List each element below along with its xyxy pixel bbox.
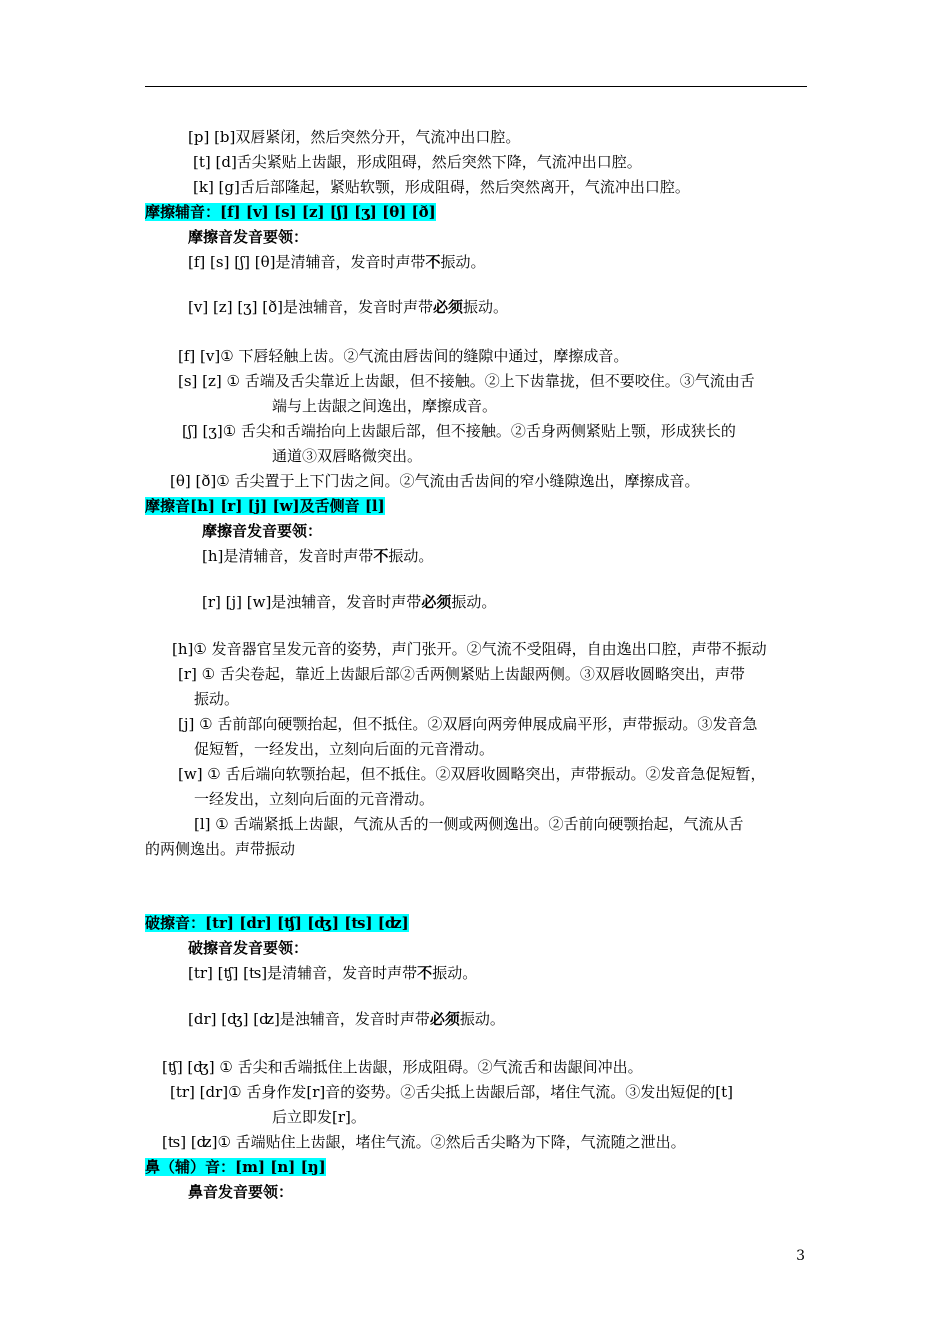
lateral-l-line1: [l] ① 舌端紧抵上齿龈，气流从舌的一侧或两侧逸出。②舌前向硬颚抬起，气流从舌 — [194, 815, 744, 833]
affricate-chj: [ʧ] [ʤ] ① 舌尖和舌端抵住上齿龈，形成阻碍。②气流舌和齿龈间冲出。 — [162, 1058, 643, 1076]
fricative2-j-line1: [j] ① 舌前部向硬颚抬起，但不抵住。②双唇向两旁伸展成扁平形，声带振动。③发音急 — [178, 715, 758, 733]
affricate-voiceless-end: 振动。 — [432, 964, 478, 982]
voiced-note-emphasis: 必须 — [433, 298, 464, 316]
affricate-voiceless-emphasis: 不 — [417, 964, 433, 982]
fricative2-voiceless-note — [202, 545, 433, 567]
fricative-sh-line1: [ʃ] [ʒ]① 舌尖和舌端抬向上齿龈后部，但不接触。②舌身两侧紧贴上颚，形成狭长的 — [182, 422, 736, 440]
lateral-l-line2: 的两侧逸出。声带振动 — [145, 840, 296, 858]
voiced-note-end: 振动。 — [463, 298, 509, 316]
affricate-voiceless-text: [tr] [ʧ] [ʦ]是清辅音，发音时声带 — [188, 964, 418, 982]
voiced2-text: [r] [j] [w]是浊辅音，发音时声带 — [202, 593, 422, 611]
fricative-subheading: 摩擦音发音要领： — [188, 228, 309, 246]
fricative-sh-line2: 通道③双唇略微突出。 — [272, 447, 423, 465]
voiced2-end: 振动。 — [451, 593, 497, 611]
fricative-sz-line2: 端与上齿龈之间逸出，摩擦成音。 — [272, 397, 498, 415]
affricate-voiced-end: 振动。 — [459, 1010, 505, 1028]
nasal-heading-text: 鼻（辅）音：[m] [n] [ŋ] — [145, 1158, 326, 1176]
affricate-voiced-emphasis: 必须 — [429, 1010, 460, 1028]
affricate-trdr-line2: 后立即发[r]。 — [272, 1108, 366, 1126]
fricative-fv: [f] [v]① 下唇轻触上齿。②气流由唇齿间的缝隙中通过，摩擦成音。 — [178, 347, 629, 365]
affricate-subheading: 破擦音发音要领： — [188, 939, 309, 957]
nasal-subheading: 鼻音发音要领： — [188, 1183, 294, 1201]
nasal-heading — [145, 1156, 326, 1178]
voiceless-note-end: 振动。 — [440, 253, 486, 271]
affricate-trdr-line1: [tr] [dr]① 舌身作发[r]音的姿势。②舌尖抵上齿龈后部，堵住气流。③发出短促的[t] — [170, 1083, 733, 1101]
voiceless2-emphasis: 不 — [373, 547, 389, 565]
fricative-voiceless-note — [188, 251, 486, 273]
voiced-note-text: [v] [z] [ʒ] [ð]是浊辅音，发音时声带 — [188, 298, 433, 316]
voiceless2-end: 振动。 — [388, 547, 434, 565]
fricative-th: [θ] [ð]① 舌尖置于上下门齿之间。②气流由舌齿间的窄小缝隙逸出，摩擦成音。 — [170, 472, 700, 490]
fricative2-heading-text: 摩擦音[h] [r] [j] [w]及舌侧音 [l] — [145, 497, 385, 515]
fricative2-h: [h]① 发音器官呈发元音的姿势，声门张开。②气流不受阻碍，自由逸出口腔，声带不振动 — [172, 640, 767, 658]
voiceless2-text: [h]是清辅音，发音时声带 — [202, 547, 374, 565]
affricate-heading-text: 破擦音：[tr] [dr] [ʧ] [ʤ] [ʦ] [ʣ] — [145, 914, 409, 932]
plosive-kg: [k] [g]舌后部隆起，紧贴软颚，形成阻碍，然后突然离开，气流冲出口腔。 — [193, 178, 690, 196]
fricative-heading — [145, 201, 436, 223]
fricative2-subheading: 摩擦音发音要领： — [202, 522, 323, 540]
voiceless-note-text: [f] [s] [ʃ] [θ]是清辅音，发音时声带 — [188, 253, 426, 271]
header-rule — [145, 86, 807, 87]
fricative-sz-line1: [s] [z] ① 舌端及舌尖靠近上齿龈，但不接触。②上下齿靠拢，但不要咬住。③气流由舌 — [178, 372, 755, 390]
plosive-pb: [p] [b]双唇紧闭，然后突然分开，气流冲出口腔。 — [188, 128, 521, 146]
plosive-td: [t] [d]舌尖紧贴上齿龈，形成阻碍，然后突然下降，气流冲出口腔。 — [193, 153, 642, 171]
fricative2-heading — [145, 495, 385, 517]
voiceless-note-emphasis: 不 — [425, 253, 441, 271]
fricative-heading-text: 摩擦辅音：[f] [v] [s] [z] [ʃ] [ʒ] [θ] [ð] — [145, 203, 436, 221]
page-number: 3 — [796, 1248, 805, 1264]
fricative-voiced-note — [188, 296, 508, 318]
fricative2-j-line2: 促短暂，一经发出，立刻向后面的元音滑动。 — [194, 740, 495, 758]
affricate-voiced-text: [dr] [ʤ] [ʣ]是浊辅音，发音时声带 — [188, 1010, 430, 1028]
affricate-heading — [145, 912, 409, 934]
fricative2-w-line2: 一经发出，立刻向后面的元音滑动。 — [194, 790, 435, 808]
voiced2-emphasis: 必须 — [421, 593, 452, 611]
fricative2-w-line1: [w] ① 舌后端向软颚抬起，但不抵住。②双唇收圆略突出，声带振动。②发音急促短暂， — [178, 765, 766, 783]
affricate-voiced-note — [188, 1008, 505, 1030]
fricative2-r-line1: [r] ① 舌尖卷起，靠近上齿龈后部②舌两侧紧贴上齿龈两侧。③双唇收圆略突出，声带 — [178, 665, 745, 683]
affricate-voiceless-note — [188, 962, 477, 984]
fricative2-voiced-note — [202, 591, 496, 613]
affricate-tsdz: [ʦ] [ʣ]① 舌端贴住上齿龈，堵住气流。②然后舌尖略为下降，气流随之泄出。 — [162, 1133, 686, 1151]
fricative2-r-line2: 振动。 — [194, 690, 240, 708]
